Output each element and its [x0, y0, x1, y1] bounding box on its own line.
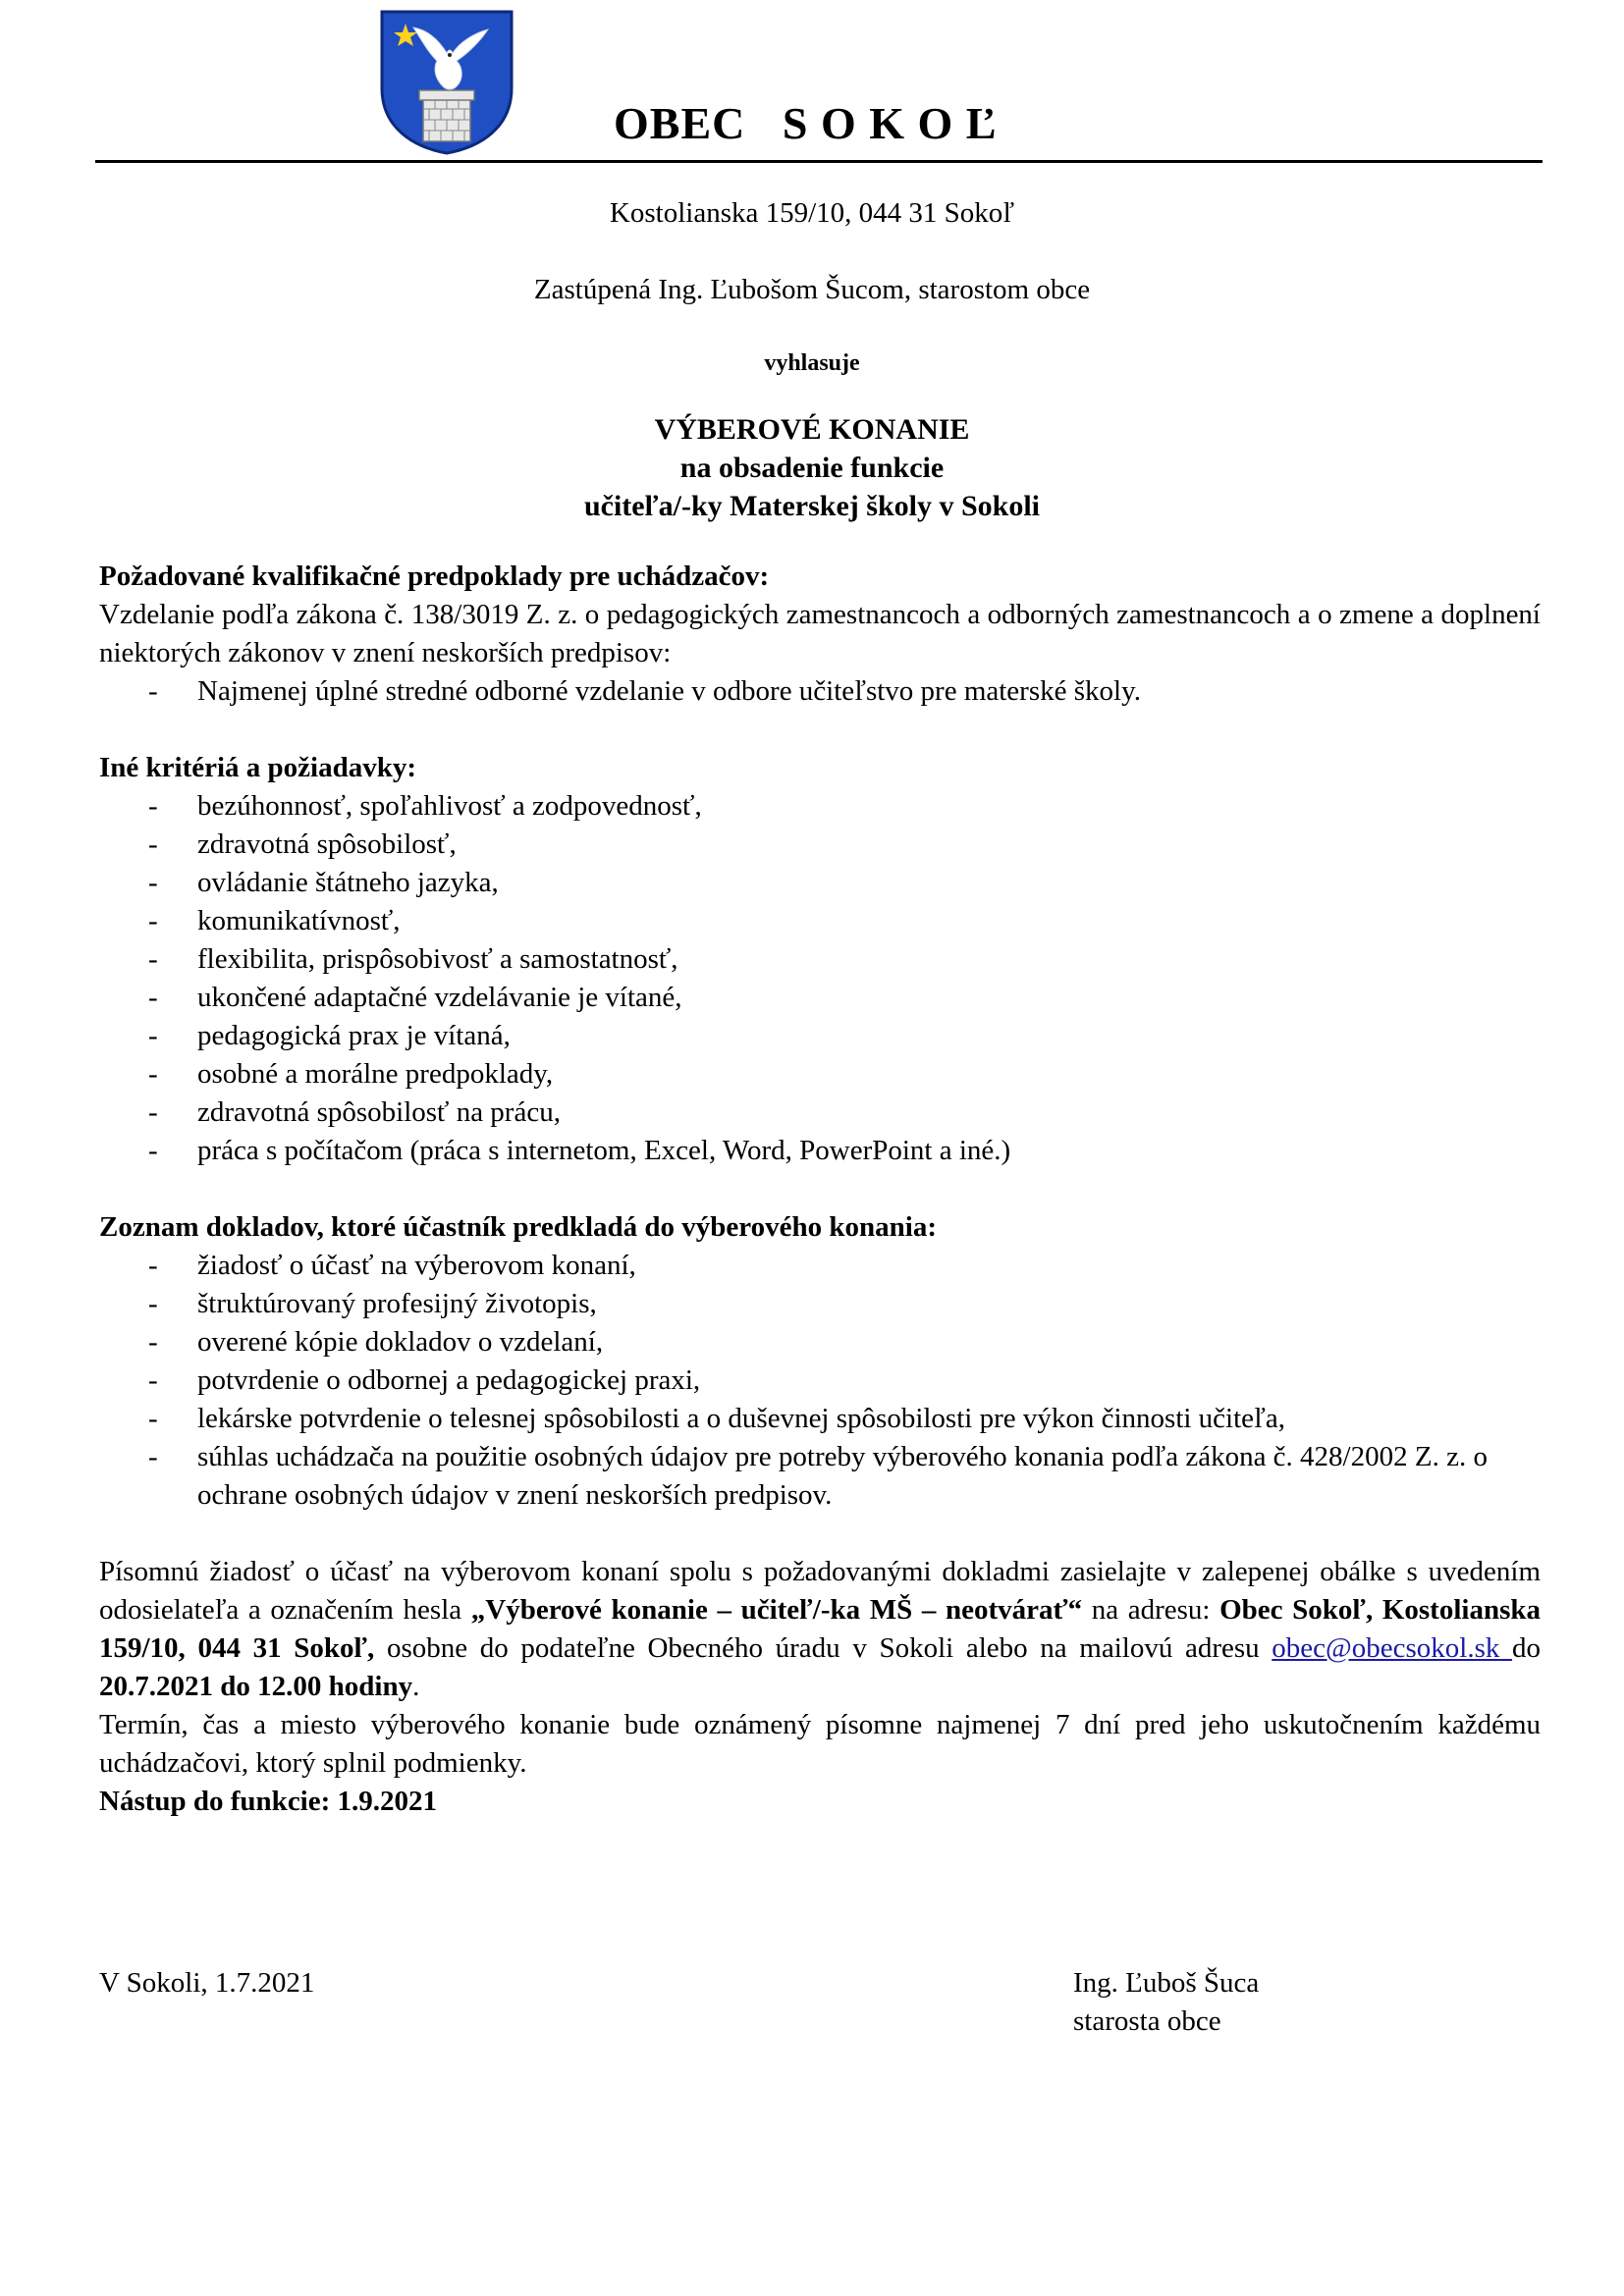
criteria-list	[99, 787, 1541, 1170]
notice-subtitle: na obsadenie funkcie	[679, 452, 945, 484]
deadline: 20.7.2021 do 12.00 hodiny	[99, 1671, 413, 1702]
list-item: - Najmenej úplné stredné odborné vzdelanie v odbore učiteľstvo pre materské školy.	[99, 672, 1541, 711]
list-item: - osobné a morálne predpoklady,	[99, 1055, 1541, 1094]
qualifications-text: Vzdelanie podľa zákona č. 138/3019 Z. z. o pedagogických zamestnancoch a odborných zamestnancoch a o zmene a doplnení niektorých zákonov v znení neskorších predpisov:	[99, 599, 1541, 668]
submission-text: do	[1512, 1632, 1541, 1664]
signature-block	[1073, 1964, 1259, 2041]
list-item: - ovládanie štátneho jazyka,	[99, 864, 1541, 902]
qualifications-title: Požadované kvalifikačné predpoklady pre uchádzačov:	[99, 561, 770, 592]
office-address: Obec Sokoľ, Kostolianska 159/10, 044 31 Sokoľ,	[99, 1594, 1541, 1664]
list-item: - zdravotná spôsobilosť na prácu,	[99, 1094, 1541, 1132]
start-date: Nástup do funkcie: 1.9.2021	[99, 1786, 438, 1817]
list-item: - lekárske potvrdenie o telesnej spôsobilosti a o duševnej spôsobilosti pre výkon činnosti učiteľa,	[99, 1400, 1541, 1438]
submission-text: Písomnú žiadosť o účasť na výberovom konaní spolu s požadovanými dokladmi zasielajte v zalepenej obálke s uvedením odosielateľa a označením hesla	[99, 1556, 1541, 1626]
list-item: - pedagogická prax je vítaná,	[99, 1017, 1541, 1055]
qualifications-list	[99, 672, 1541, 711]
document-body	[99, 558, 1541, 1821]
email-link[interactable]: obec@obecsokol.sk	[1272, 1632, 1512, 1664]
list-item: - flexibilita, prispôsobivosť a samostatnosť,	[99, 940, 1541, 979]
submission-text: osobne do podateľne Obecného úradu v Sokoli alebo na mailovú adresu	[374, 1632, 1272, 1664]
coat-of-arms-logo	[378, 8, 515, 155]
announces-label: vyhlasuje	[764, 350, 860, 376]
notice-heading	[0, 410, 1624, 525]
municipality-address: Kostolianska 159/10, 044 31 Sokoľ	[609, 197, 1015, 229]
list-item: - súhlas uchádzača na použitie osobných údajov pre potreby výberového konania podľa zákona č. 428/2002 Z. z. o ochrane osobných údajov v znení neskorších predpisov.	[99, 1438, 1541, 1515]
signatory-name: Ing. Ľuboš Šuca	[1073, 1967, 1260, 1999]
submission-text: na adresu:	[1082, 1594, 1220, 1626]
header-divider	[95, 160, 1543, 163]
list-item: - bezúhonnosť, spoľahlivosť a zodpovednosť,	[99, 787, 1541, 826]
signatory-role: starosta obce	[1073, 2005, 1221, 2037]
list-item: - overené kópie dokladov o vzdelaní,	[99, 1323, 1541, 1362]
list-item: - komunikatívnosť,	[99, 902, 1541, 940]
list-item: - ukončené adaptačné vzdelávanie je vítané,	[99, 979, 1541, 1017]
code-phrase: „Výberové konanie – učiteľ/-ka MŠ – neotvárať“	[470, 1594, 1083, 1626]
represented-by: Zastúpená Ing. Ľubošom Šucom, starostom obce	[533, 274, 1091, 305]
documents-title: Zoznam dokladov, ktoré účastník predkladá do výberového konania:	[99, 1211, 937, 1243]
documents-list	[99, 1247, 1541, 1515]
list-item: - štruktúrovaný profesijný životopis,	[99, 1285, 1541, 1323]
notice-position: učiteľa/-ky Materskej školy v Sokoli	[583, 490, 1041, 522]
list-item: - zdravotná spôsobilosť,	[99, 826, 1541, 864]
list-item: - práca s počítačom (práca s internetom, Excel, Word, PowerPoint a iné.)	[99, 1132, 1541, 1170]
municipality-title: OBEC S O K O Ľ	[614, 98, 998, 148]
place-date: V Sokoli, 1.7.2021	[99, 1967, 315, 1999]
criteria-title: Iné kritériá a požiadavky:	[99, 752, 417, 783]
list-item: - žiadosť o účasť na výberovom konaní,	[99, 1247, 1541, 1285]
schedule-text: Termín, čas a miesto výberového konanie bude oznámený písomne najmenej 7 dní pred jeho uskutočnením každému uchádzačovi, ktorý splnil podmienky.	[99, 1709, 1541, 1779]
submission-text: .	[412, 1671, 420, 1702]
list-item: - potvrdenie o odbornej a pedagogickej praxi,	[99, 1362, 1541, 1400]
submission-paragraph	[99, 1553, 1541, 1706]
notice-title: VÝBEROVÉ KONANIE	[654, 413, 970, 446]
